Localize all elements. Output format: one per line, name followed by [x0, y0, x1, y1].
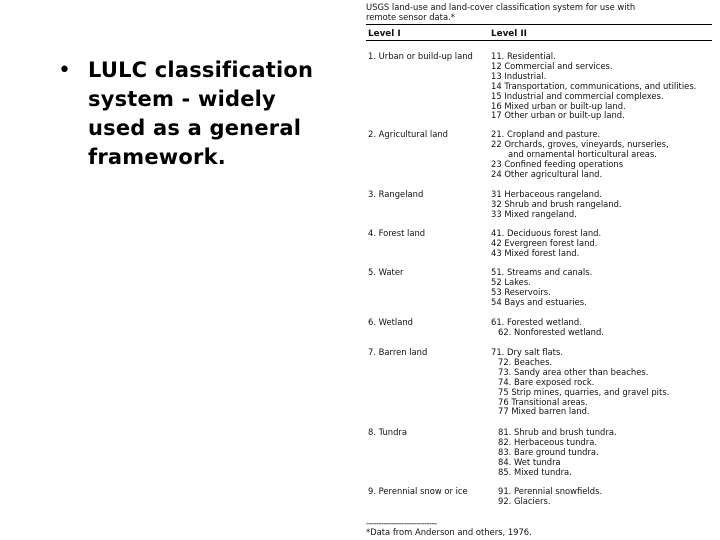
level2-item: 13 Industrial.	[491, 70, 547, 81]
level2-item: 91. Perennial snowfields.	[498, 486, 603, 496]
level2-item: 62. Nonforested wetland.	[498, 326, 604, 337]
level2-item: 14 Transportation, communications, and utilities.	[491, 80, 697, 91]
level2-list	[491, 268, 592, 308]
bullet-line: system - widely	[88, 87, 276, 111]
level1-label: 3. Rangeland	[368, 189, 424, 199]
level1-label: 9. Perennial snow or ice	[368, 486, 468, 496]
bullet-line: used as a general	[88, 116, 302, 140]
level2-item: 16 Mixed urban or built-up land.	[491, 100, 626, 111]
level2-item: 54 Bays and estuaries.	[491, 296, 587, 307]
level2-item: 81. Shrub and brush tundra.	[498, 427, 617, 437]
level2-item: 75 Strip mines, quarries, and gravel pits.	[498, 386, 670, 397]
level2-list	[491, 348, 669, 417]
level2-item: 32 Shrub and brush rangeland.	[491, 198, 622, 209]
level2-item: 92. Glaciers.	[498, 495, 551, 506]
level2-item: 84. Wet tundra	[498, 456, 561, 467]
level1-label: 4. Forest land	[368, 228, 426, 238]
level2-item: 17 Other urban or built-up land.	[491, 110, 625, 121]
level2-item: 21. Cropland and pasture.	[491, 129, 601, 139]
level2-item: 73. Sandy area other than beaches.	[498, 366, 649, 377]
level2-item: 82. Herbaceous tundra.	[498, 436, 597, 447]
header-level-2: Level II	[491, 29, 527, 39]
level2-item: 85. Mixed tundra.	[498, 466, 572, 477]
level2-item: 23 Confined feeding operations	[491, 158, 624, 169]
footnote: *Data from Anderson and others, 1976.	[366, 527, 532, 537]
level2-item: 22 Orchards, groves, vineyards, nurseries,	[491, 138, 669, 149]
level2-list	[491, 318, 604, 338]
level2-list	[491, 130, 669, 180]
level2-item: 74. Bare exposed rock.	[498, 376, 595, 387]
level2-item: 24 Other agricultural land.	[491, 168, 603, 179]
level1-label: 2. Agricultural land	[368, 129, 448, 139]
bullet-line: LULC classification	[88, 58, 314, 82]
footnote-rule: ----------------------------	[366, 518, 437, 528]
table-title-line: remote sensor data.*	[366, 12, 455, 22]
level2-list	[491, 52, 696, 121]
level1-label: 5. Water	[368, 267, 404, 277]
bullet-dot: •	[58, 58, 71, 83]
bullet-text	[88, 56, 313, 172]
level1-label: 1. Urban or build-up land	[368, 51, 473, 61]
level2-item: 31 Herbaceous rangeland.	[491, 189, 602, 199]
level2-item: 33 Mixed rangeland.	[491, 208, 577, 219]
level2-item: 77 Mixed barren land.	[498, 406, 590, 417]
bullet-line: framework.	[88, 145, 226, 169]
level2-item: 42 Evergreen forest land.	[491, 237, 598, 248]
level1-label: 7. Barren land	[368, 347, 428, 357]
classification-table-image	[366, 0, 716, 540]
table-header-rule	[366, 40, 712, 41]
level2-item: 83. Bare ground tundra.	[498, 446, 599, 457]
level2-item: 15 Industrial and commercial complexes.	[491, 90, 664, 101]
level2-list	[491, 487, 602, 507]
level2-list	[491, 229, 601, 259]
table-title-line: USGS land-use and land-cover classification system for use with	[366, 2, 636, 12]
level2-item: 11. Residential.	[491, 51, 556, 61]
level1-label: 8. Tundra	[368, 427, 408, 437]
level2-list	[491, 190, 622, 220]
level2-item: 71. Dry salt flats.	[491, 347, 563, 357]
level2-item: 72. Beaches.	[498, 356, 553, 367]
bullet-item	[58, 56, 328, 172]
level2-item: 43 Mixed forest land.	[491, 247, 580, 258]
level2-item: 41. Deciduous forest land.	[491, 228, 602, 238]
table-title	[366, 2, 706, 22]
level2-item: 12 Commercial and services.	[491, 60, 613, 71]
level2-item: 51. Streams and canals.	[491, 267, 593, 277]
level2-item: 53 Reservoirs.	[491, 286, 551, 297]
level2-item: 76 Transitional areas.	[498, 396, 588, 407]
level2-item: and ornamental horticultural areas.	[508, 148, 657, 159]
table-top-rule	[366, 24, 712, 25]
header-level-1: Level I	[368, 29, 401, 39]
bullet-list	[58, 56, 328, 172]
level2-item: 61. Forested wetland.	[491, 317, 582, 327]
level2-list	[491, 428, 617, 478]
level1-label: 6. Wetland	[368, 317, 413, 327]
level2-item: 52 Lakes.	[491, 276, 531, 287]
